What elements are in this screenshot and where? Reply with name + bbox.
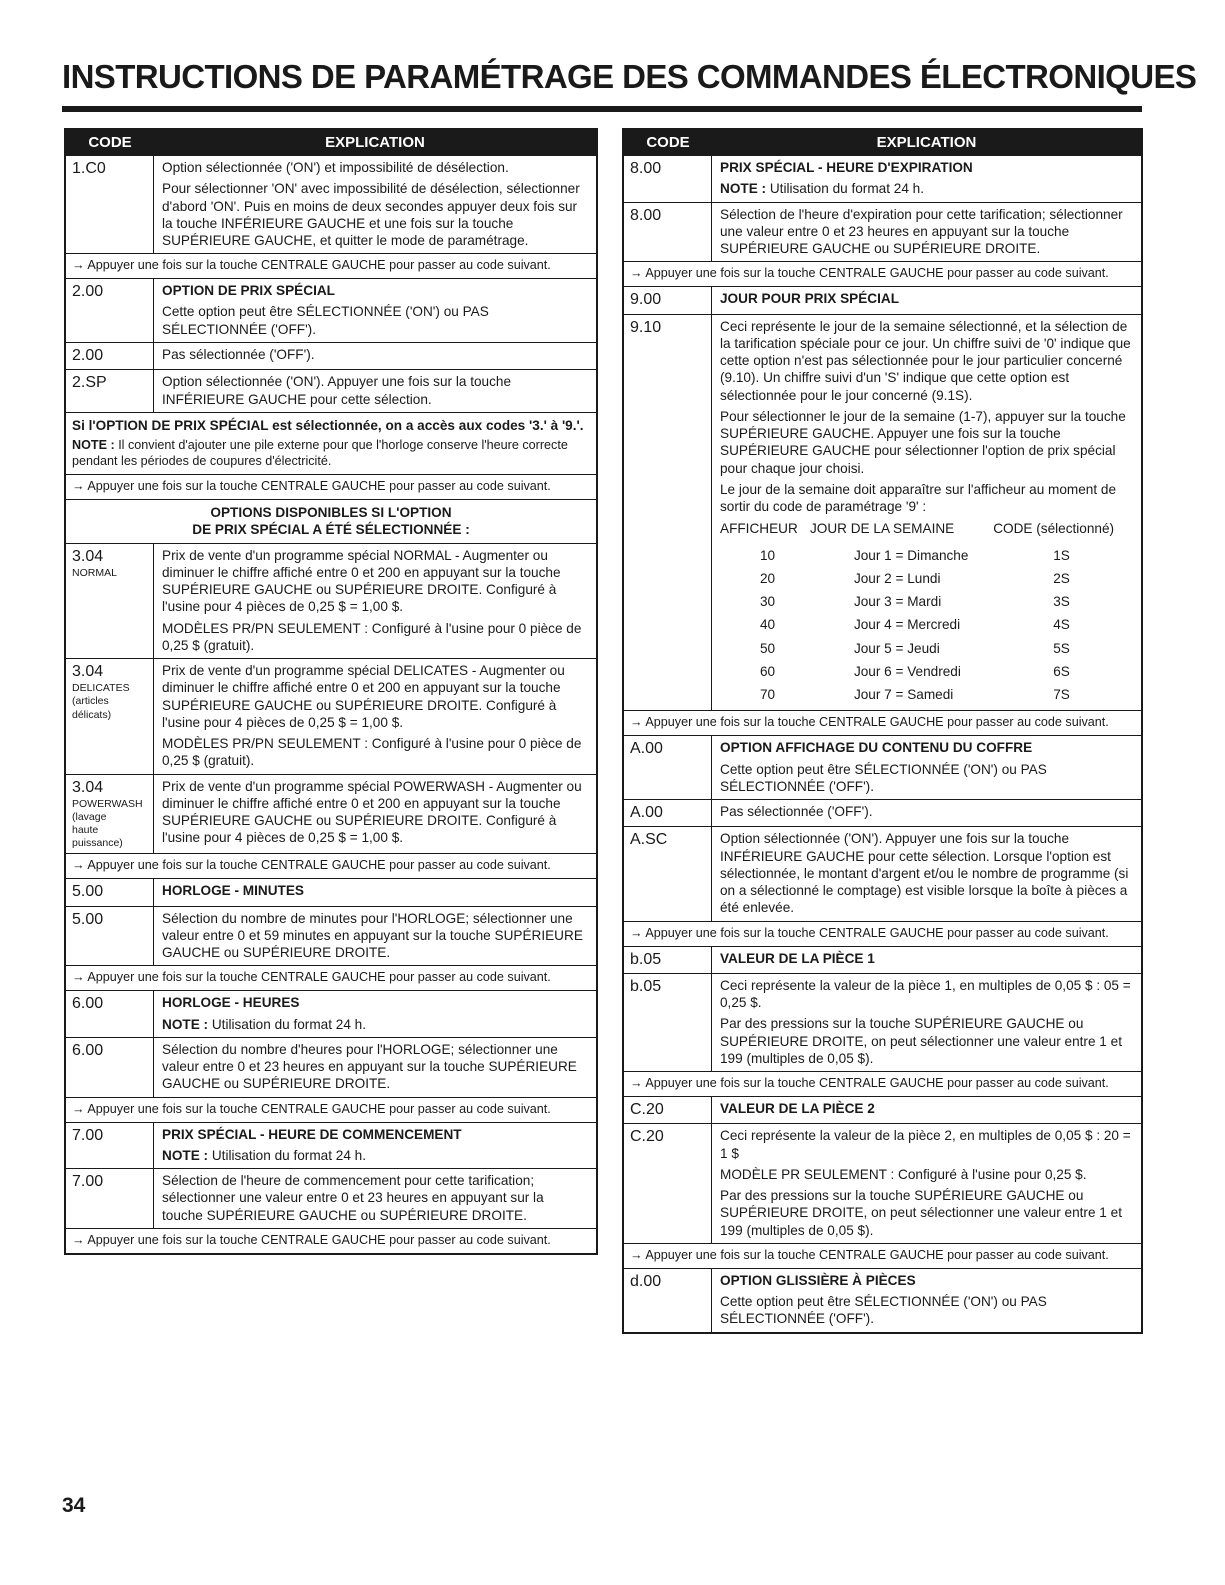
- explanation-cell: [712, 800, 1141, 826]
- explanation-text: Sélection de l'heure d'expiration pour cette tarification; sélectionner une valeur entre 0 et 23 heures en appuyant sur la touche SUPÉRIEURE GAUCHE ou SUPÉRIEURE DROITE.: [720, 206, 1123, 256]
- explanation-cell: [712, 974, 1141, 1071]
- code-subtitle: (lavage: [72, 810, 107, 823]
- options-title-line: DE PRIX SPÉCIAL A ÉTÉ SÉLECTIONNÉE :: [192, 522, 470, 538]
- row-title: PRIX SPÉCIAL - HEURE DE COMMENCEMENT: [162, 1126, 462, 1142]
- code-cell: d.00: [624, 1269, 712, 1332]
- left-instruction-table: [64, 128, 598, 1255]
- weekday-row: [720, 660, 1133, 683]
- weekday-row: [720, 590, 1133, 613]
- code-subtitle: haute: [72, 824, 99, 837]
- explanation-text: Prix de vente d'un programme spécial POWERWASH - Augmenter ou diminuer le chiffre affiché entre 0 et 200 en appuyant sur la touche SUPÉRIEURE GAUCHE ou SUPÉRIEURE DROITE. Configuré à l'usine pour 4 pièces de 0,25 $ = 1,00 $.: [162, 778, 582, 846]
- row-title: HORLOGE - HEURES: [162, 995, 300, 1011]
- explanation-cell: [712, 315, 1141, 711]
- header-code: CODE: [646, 134, 690, 152]
- table-row: [66, 878, 596, 905]
- next-code-note: → Appuyer une fois sur la touche CENTRALE GAUCHE pour passer au code suivant.: [624, 710, 1141, 735]
- explanation-text: Ceci représente la valeur de la pièce 1, en multiples de 0,05 $ : 05 = 0,25 $.: [720, 977, 1131, 1011]
- code-subtitle: DELICATES: [72, 682, 130, 695]
- weekday-row: [720, 613, 1133, 636]
- explanation-text: Cette option peut être SÉLECTIONNÉE ('ON') ou PAS SÉLECTIONNÉE ('OFF').: [720, 1294, 1047, 1327]
- table-row: [624, 1123, 1141, 1243]
- column-header: CODE (sélectionné): [993, 521, 1115, 537]
- explanation-cell: [712, 203, 1141, 262]
- options-available-title: [66, 499, 596, 543]
- explanation-text: Pas sélectionnée ('OFF').: [720, 804, 873, 820]
- weekday-name: Jour 4 = Mercredi: [853, 617, 961, 633]
- code-cell: 7.00: [66, 1123, 154, 1169]
- next-code-note: → Appuyer une fois sur la touche CENTRALE GAUCHE pour passer au code suivant.: [624, 921, 1141, 946]
- explanation-text: Sélection du nombre d'heures pour l'HORLOGE; sélectionner une valeur entre 0 et 23 heures en appuyant sur la touche SUPÉRIEURE GAUCHE ou SUPÉRIEURE DROITE.: [162, 1041, 577, 1092]
- code-cell: 7.00: [66, 1169, 154, 1228]
- explanation-text: Pas sélectionnée ('OFF').: [162, 346, 315, 362]
- code-cell: 9.10: [624, 315, 712, 711]
- code-cell: 8.00: [624, 156, 712, 202]
- next-code-note: → Appuyer une fois sur la touche CENTRALE GAUCHE pour passer au code suivant.: [66, 1097, 596, 1122]
- explanation-cell: [712, 156, 1141, 202]
- code-cell: [66, 775, 154, 854]
- explanation-text: MODÈLES PR/PN SEULEMENT : Configuré à l'usine pour 0 pièce de 0,25 $ (gratuit).: [162, 736, 582, 769]
- code-cell: 6.00: [66, 1038, 154, 1097]
- table-row: [624, 1096, 1141, 1123]
- weekday-row: [720, 567, 1133, 590]
- explanation-cell: [154, 370, 596, 412]
- explanation-text: Option sélectionnée ('ON'). Appuyer une fois sur la touche INFÉRIEURE GAUCHE pour cette sélection. Lorsque l'option est sélectionnée, le montant d'argent et/ou le nombre de programme (si on a sélectionné le comptage) est visible lorsque la boîte à pièces a été enlevée.: [720, 831, 1129, 916]
- title-rule: [62, 106, 1142, 112]
- format-note: [720, 180, 1133, 197]
- selected-code: 2S: [1053, 570, 1070, 586]
- explanation-text: Prix de vente d'un programme spécial DELICATES - Augmenter ou diminuer le chiffre affiché entre 0 et 200 en appuyant sur la touche SUPÉRIEURE GAUCHE ou SUPÉRIEURE DROITE. Configuré à l'usine pour 4 pièces de 0,25 $ = 1,00 $.: [162, 663, 565, 730]
- explanation-cell: [712, 1269, 1141, 1332]
- code-cell: A.00: [624, 736, 712, 799]
- code-value: 3.04: [72, 778, 104, 796]
- note-text: Utilisation du format 24 h.: [211, 1016, 366, 1032]
- table-row: [624, 156, 1141, 202]
- explanation-cell: [154, 879, 596, 905]
- explanation-cell: [154, 1038, 596, 1097]
- table-row: [66, 369, 596, 412]
- explanation-text: MODÈLES PR/PN SEULEMENT : Configuré à l'usine pour 0 pièce de 0,25 $ (gratuit).: [162, 620, 582, 653]
- header-explanation: EXPLICATION: [325, 134, 425, 152]
- code-value: 3.04: [72, 663, 104, 680]
- explanation-cell: [712, 1124, 1141, 1243]
- selected-code: 3S: [1053, 594, 1070, 610]
- next-code-note: → Appuyer une fois sur la touche CENTRALE GAUCHE pour passer au code suivant.: [66, 253, 596, 278]
- explanation-cell: [154, 659, 596, 774]
- explanation-cell: [154, 775, 596, 854]
- code-cell: b.05: [624, 974, 712, 1071]
- row-title: PRIX SPÉCIAL - HEURE D'EXPIRATION: [720, 160, 973, 175]
- explanation-cell: [154, 1169, 596, 1228]
- explanation-text: Option sélectionnée ('ON') et impossibilité de désélection.: [162, 160, 509, 175]
- display-value: 20: [760, 570, 776, 586]
- table-row: [66, 1168, 596, 1228]
- row-title: HORLOGE - MINUTES: [162, 883, 304, 899]
- code-value: 3.04: [72, 547, 104, 565]
- row-title: VALEUR DE LA PIÈCE 2: [720, 1101, 875, 1117]
- table-row: [624, 826, 1141, 920]
- note-label: NOTE :: [72, 438, 115, 453]
- table-row: [66, 1122, 596, 1169]
- format-note: [162, 1016, 588, 1033]
- row-title: OPTION GLISSIÈRE À PIÈCES: [720, 1272, 916, 1288]
- code-cell: 2.SP: [66, 370, 154, 412]
- weekday-name: Jour 7 = Samedi: [853, 687, 954, 703]
- explanation-text: Sélection de l'heure de commencement pour cette tarification; sélectionner une valeur entre 0 et 23 heures en appuyant sur la touche SUPÉRIEURE GAUCHE ou SUPÉRIEURE DROITE.: [162, 1173, 544, 1223]
- row-title: OPTION DE PRIX SPÉCIAL: [162, 283, 335, 299]
- display-value: 30: [760, 594, 776, 610]
- weekday-name: Jour 3 = Mardi: [853, 594, 942, 610]
- column-header: JOUR DE LA SEMAINE: [809, 521, 955, 537]
- table-row: [66, 156, 596, 253]
- display-value: 50: [760, 640, 776, 656]
- note-text: Il convient d'ajouter une pile externe pour que l'horloge conserve l'heure correcte pendant les périodes de coupures d'électricité.: [72, 438, 568, 469]
- weekday-name: Jour 2 = Lundi: [853, 570, 941, 586]
- selected-code: 7S: [1053, 687, 1070, 703]
- weekday-name: Jour 6 = Vendredi: [853, 663, 961, 679]
- table-row: [66, 906, 596, 966]
- code-cell: 2.00: [66, 343, 154, 369]
- code-cell: 1.C0: [66, 156, 154, 253]
- explanation-cell: [154, 991, 596, 1037]
- note-label: NOTE :: [162, 1147, 209, 1163]
- table-row: [624, 946, 1141, 973]
- next-code-note: → Appuyer une fois sur la touche CENTRALE GAUCHE pour passer au code suivant.: [66, 474, 596, 499]
- note-text: Utilisation du format 24 h.: [211, 1147, 366, 1163]
- note-text: Utilisation du format 24 h.: [769, 181, 924, 197]
- code-cell: 6.00: [66, 991, 154, 1037]
- explanation-text: Prix de vente d'un programme spécial NORMAL - Augmenter ou diminuer le chiffre affiché entre 0 et 200 en appuyant sur la touche SUPÉRIEURE GAUCHE ou SUPÉRIEURE DROITE. Configuré à l'usine pour 4 pièces de 0,25 $ = 1,00 $.: [162, 547, 561, 615]
- code-cell: A.SC: [624, 827, 712, 920]
- code-cell: C.20: [624, 1097, 712, 1123]
- explanation-text: MODÈLE PR SEULEMENT : Configuré à l'usine pour 0,25 $.: [720, 1166, 1087, 1182]
- table-row: [624, 314, 1141, 711]
- explanation-text: Option sélectionnée ('ON'). Appuyer une fois sur la touche INFÉRIEURE GAUCHE pour cette sélection.: [162, 374, 512, 407]
- explanation-cell: [154, 343, 596, 369]
- header-explanation: EXPLICATION: [876, 134, 977, 152]
- explanation-cell: [154, 544, 596, 659]
- table-row: [624, 735, 1141, 799]
- table-row: [66, 543, 596, 659]
- weekday-name: Jour 1 = Dimanche: [853, 547, 969, 563]
- explanation-cell: [712, 947, 1141, 973]
- selected-code: 4S: [1053, 617, 1070, 633]
- code-subtitle: NORMAL: [72, 566, 117, 579]
- column-header: AFFICHEUR: [720, 521, 798, 537]
- explanation-cell: [712, 827, 1141, 920]
- weekday-row: [720, 544, 1133, 567]
- row-title: JOUR POUR PRIX SPÉCIAL: [720, 291, 900, 307]
- code-cell: 5.00: [66, 907, 154, 966]
- display-value: 70: [760, 687, 776, 703]
- code-cell: b.05: [624, 947, 712, 973]
- page-title: INSTRUCTIONS DE PARAMÉTRAGE DES COMMANDES ÉLECTRONIQUES: [62, 58, 1197, 95]
- selected-code: 1S: [1053, 547, 1070, 563]
- code-cell: 8.00: [624, 203, 712, 262]
- options-title-line: OPTIONS DISPONIBLES SI L'OPTION: [210, 505, 452, 520]
- code-cell: [66, 544, 154, 659]
- next-code-note: → Appuyer une fois sur la touche CENTRALE GAUCHE pour passer au code suivant.: [624, 1071, 1141, 1096]
- next-code-note: → Appuyer une fois sur la touche CENTRALE GAUCHE pour passer au code suivant.: [66, 965, 596, 990]
- explanation-text: Pour sélectionner 'ON' avec impossibilité de désélection, sélectionner d'abord 'ON'. Puis en moins de deux secondes appuyer deux fois sur la touche INFÉRIEURE GAUCHE et une fois sur la touche SUPÉRIEURE GAUCHE, et quitter le mode de paramétrage.: [162, 181, 580, 248]
- explanation-text: Cette option peut être SÉLECTIONNÉE ('ON') ou PAS SÉLECTIONNÉE ('OFF').: [162, 304, 489, 337]
- format-note: [162, 1147, 588, 1164]
- explanation-cell: [712, 287, 1141, 313]
- header-code: CODE: [88, 134, 132, 152]
- row-title: VALEUR DE LA PIÈCE 1: [720, 950, 875, 966]
- code-subtitle: (articles: [72, 695, 109, 708]
- explanation-cell: [154, 907, 596, 966]
- explanation-text: Pour sélectionner le jour de la semaine (1-7), appuyer sur la touche SUPÉRIEURE GAUCHE. Appuyer une fois sur la touche SUPÉRIEURE GAUCHE pour sélectionner l'option de prix spécial pour chaque jour choisi.: [720, 408, 1126, 476]
- code-cell: [66, 659, 154, 774]
- table-header: [624, 130, 1141, 156]
- next-code-note: → Appuyer une fois sur la touche CENTRALE GAUCHE pour passer au code suivant.: [66, 853, 596, 878]
- explanation-text: Par des pressions sur la touche SUPÉRIEURE GAUCHE ou SUPÉRIEURE DROITE, on peut sélectionner une valeur entre 1 et 199 (multiples de 0,05 $).: [720, 1188, 1122, 1238]
- weekday-name: Jour 5 = Jeudi: [853, 640, 940, 656]
- code-cell: A.00: [624, 800, 712, 826]
- display-value: 10: [760, 547, 776, 563]
- table-row: [66, 1037, 596, 1097]
- next-code-note: → Appuyer une fois sur la touche CENTRALE GAUCHE pour passer au code suivant.: [66, 1228, 596, 1253]
- next-code-note: → Appuyer une fois sur la touche CENTRALE GAUCHE pour passer au code suivant.: [624, 1243, 1141, 1268]
- note-label: NOTE :: [162, 1016, 209, 1032]
- code-subtitle: délicats): [72, 708, 112, 721]
- page-number: 34: [62, 1494, 86, 1517]
- code-cell: 9.00: [624, 287, 712, 313]
- row-title: OPTION AFFICHAGE DU CONTENU DU COFFRE: [720, 740, 1033, 756]
- explanation-text: Cette option peut être SÉLECTIONNÉE ('ON') ou PAS SÉLECTIONNÉE ('OFF').: [720, 761, 1047, 794]
- explanation-text: Le jour de la semaine doit apparaître sur l'afficheur au moment de sortir du code de paramétrage '9' :: [720, 481, 1117, 515]
- explanation-cell: [712, 1097, 1141, 1123]
- table-row: [624, 799, 1141, 826]
- table-row: [624, 1268, 1141, 1332]
- special-price-info: [66, 412, 596, 474]
- display-value: 60: [760, 663, 776, 679]
- code-cell: 5.00: [66, 879, 154, 905]
- note-label: NOTE :: [720, 181, 767, 197]
- table-row: [624, 973, 1141, 1071]
- code-cell: 2.00: [66, 279, 154, 342]
- selected-code: 6S: [1053, 663, 1070, 679]
- explanation-text: Par des pressions sur la touche SUPÉRIEURE GAUCHE ou SUPÉRIEURE DROITE, on peut sélectionner une valeur entre 1 et 199 (multiples de 0,05 $).: [720, 1016, 1122, 1066]
- table-header: [66, 130, 596, 156]
- table-row: [66, 658, 596, 774]
- right-instruction-table: [622, 128, 1143, 1334]
- explanation-cell: [154, 279, 596, 342]
- table-row: [624, 202, 1141, 262]
- explanation-cell: [154, 156, 596, 253]
- selected-code: 5S: [1053, 640, 1070, 656]
- battery-note: [72, 438, 590, 470]
- weekday-row: [720, 637, 1133, 660]
- display-value: 40: [760, 617, 776, 633]
- code-subtitle: POWERWASH: [72, 797, 143, 810]
- code-cell: C.20: [624, 1124, 712, 1243]
- explanation-text: Ceci représente le jour de la semaine sélectionné, et la sélection de la tarification spéciale pour ce jour. Un chiffre suivi de '0' indique que cette option n'est pas sélectionnée pour le jour particulier concerné (9.10). Un chiffre suivi d'un 'S' indique que cette option est sélectionnée pour le jour concerné (9.1S).: [720, 318, 1131, 403]
- table-row: [66, 342, 596, 369]
- weekday-row: [720, 683, 1133, 706]
- next-code-note: → Appuyer une fois sur la touche CENTRALE GAUCHE pour passer au code suivant.: [624, 261, 1141, 286]
- table-row: [66, 774, 596, 854]
- table-row: [624, 286, 1141, 313]
- table-row: [66, 990, 596, 1037]
- table-row: [66, 278, 596, 342]
- explanation-cell: [712, 736, 1141, 799]
- weekday-table: [720, 519, 1133, 706]
- explanation-cell: [154, 1123, 596, 1169]
- explanation-text: Sélection du nombre de minutes pour l'HORLOGE; sélectionner une valeur entre 0 et 59 minutes en appuyant sur la touche SUPÉRIEURE GAUCHE ou SUPÉRIEURE DROITE.: [162, 910, 583, 961]
- explanation-text: Ceci représente la valeur de la pièce 2, en multiples de 0,05 $ : 20 = 1 $: [720, 1128, 1131, 1161]
- code-subtitle: puissance): [72, 837, 123, 850]
- special-price-statement: Si l'OPTION DE PRIX SPÉCIAL est sélectionnée, on a accès aux codes '3.' à '9.'.: [72, 417, 584, 433]
